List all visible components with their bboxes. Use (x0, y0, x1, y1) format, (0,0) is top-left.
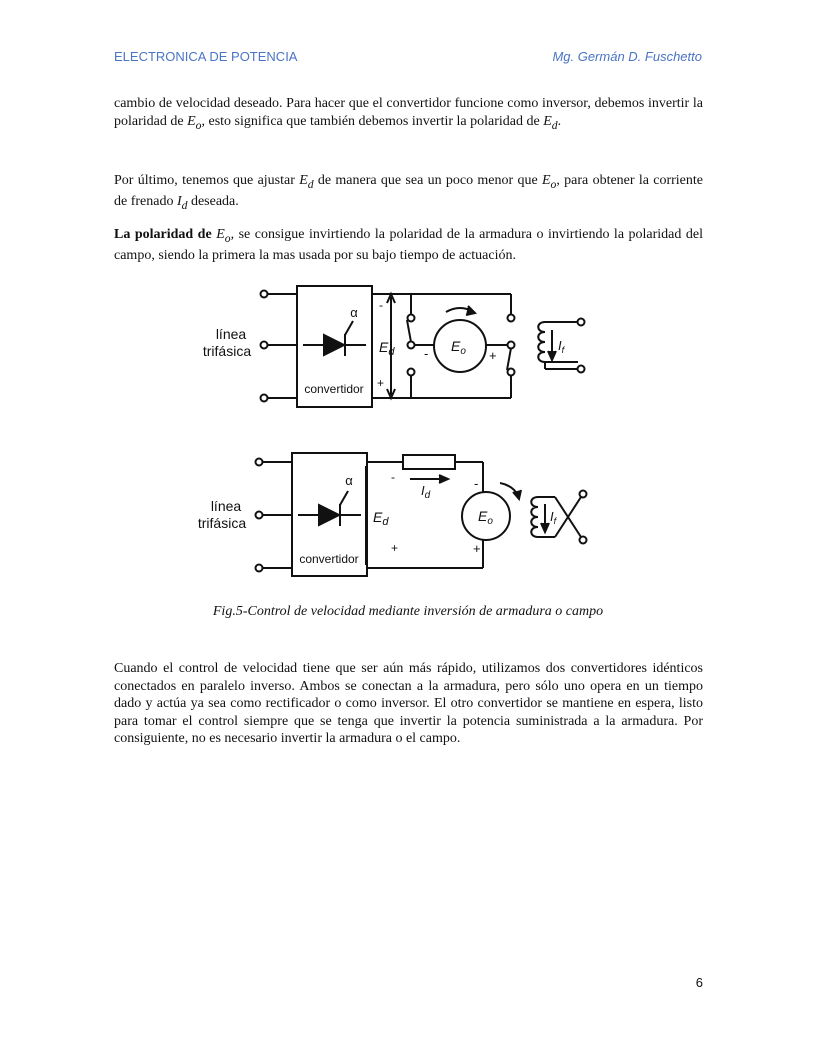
line-label-top-1: línea (215, 326, 247, 342)
converter-label-top: convertidor (304, 382, 364, 396)
plus-top-motor: + (489, 348, 497, 363)
ed-label-top: $E_d$ (379, 339, 395, 358)
ed-label-bottom: $E_d$ (373, 509, 389, 528)
figure-caption: Fig.5-Control de velocidad mediante inversión de armadura o campo (212, 604, 604, 619)
symbol-eo: $E_o$ (541, 173, 557, 191)
text-run: . (557, 113, 562, 129)
text-run: Por último, tenemos que ajustar (114, 173, 300, 188)
bold-phrase: La polaridad de (114, 227, 212, 242)
eo-label-bottom: $E_o$ (478, 508, 493, 527)
paragraph-2 (114, 172, 703, 215)
plus-bottom-ed: + (391, 541, 399, 555)
paragraph-4-text: Cuando el control de velocidad tiene que ser aún más rápido, utilizamos dos convertidores idénticos conectados en paralelo inverso. Ambos se conectan a la armadura, pero sólo uno opera en un tiempo dado y actúa ya sea como rectificador o como inversor. El otro convertidor se mantiene en espera, listo para tomar el control siempre que se tenga que invertir la potencia suministrada a la armadura. Por consiguiente, no es necesario invertir la armadura o el campo. (114, 661, 703, 746)
alpha-bottom: α (345, 473, 353, 488)
if-label-bottom: $I_f$ (550, 509, 557, 526)
symbol-id: $I_d$ (176, 194, 188, 213)
plus-bottom-motor: + (473, 541, 481, 556)
if-label-top: $I_f$ (558, 338, 565, 355)
id-label-bottom: $I_d$ (421, 483, 431, 501)
text-run: de manera que sea un poco menor que (313, 173, 542, 188)
paragraph-4 (114, 660, 703, 748)
text-run: deseada. (187, 194, 239, 210)
minus-top-ed: - (379, 298, 383, 312)
header-author: Mg. Germán D. Fuschetto (552, 49, 702, 64)
minus-bottom-ed: - (391, 470, 395, 484)
page-number: 6 (695, 975, 703, 990)
line-label-bottom-2: trifásica (197, 515, 247, 531)
symbol-ed: $E_d$ (543, 113, 558, 132)
line-label-bottom-1: línea (210, 498, 242, 514)
text-run: , para obtener la corriente de frenado (114, 173, 703, 210)
symbol-ed: $E_d$ (299, 173, 314, 191)
text-run: , se consigue invirtiendo la polaridad de la armadura o invirtiendo la polaridad del campo, siendo la primera la mas usada por su bajo tiempo de actuación. (114, 227, 703, 264)
converter-label-bottom: convertidor (299, 552, 359, 566)
minus-top-motor: - (424, 346, 429, 361)
symbol-eo: $E_o$ (187, 113, 202, 132)
line-label-top-2: trifásica (202, 343, 252, 359)
paragraph-1 (114, 95, 703, 134)
minus-bottom-motor: - (474, 476, 479, 491)
eo-label-top: $E_o$ (451, 338, 466, 357)
alpha-top: α (350, 305, 358, 320)
text-run: cambio de velocidad deseado. Para hacer que el convertidor funcione como inversor, debemos invertir la polaridad de (114, 96, 703, 129)
text-run: , esto significa que también debemos invertir la polaridad de (201, 113, 544, 129)
plus-top-ed: + (377, 376, 385, 390)
paragraph-3 (114, 226, 703, 265)
header-title: ELECTRONICA DE POTENCIA (114, 49, 298, 64)
symbol-eo: $E_o$ (216, 227, 231, 245)
